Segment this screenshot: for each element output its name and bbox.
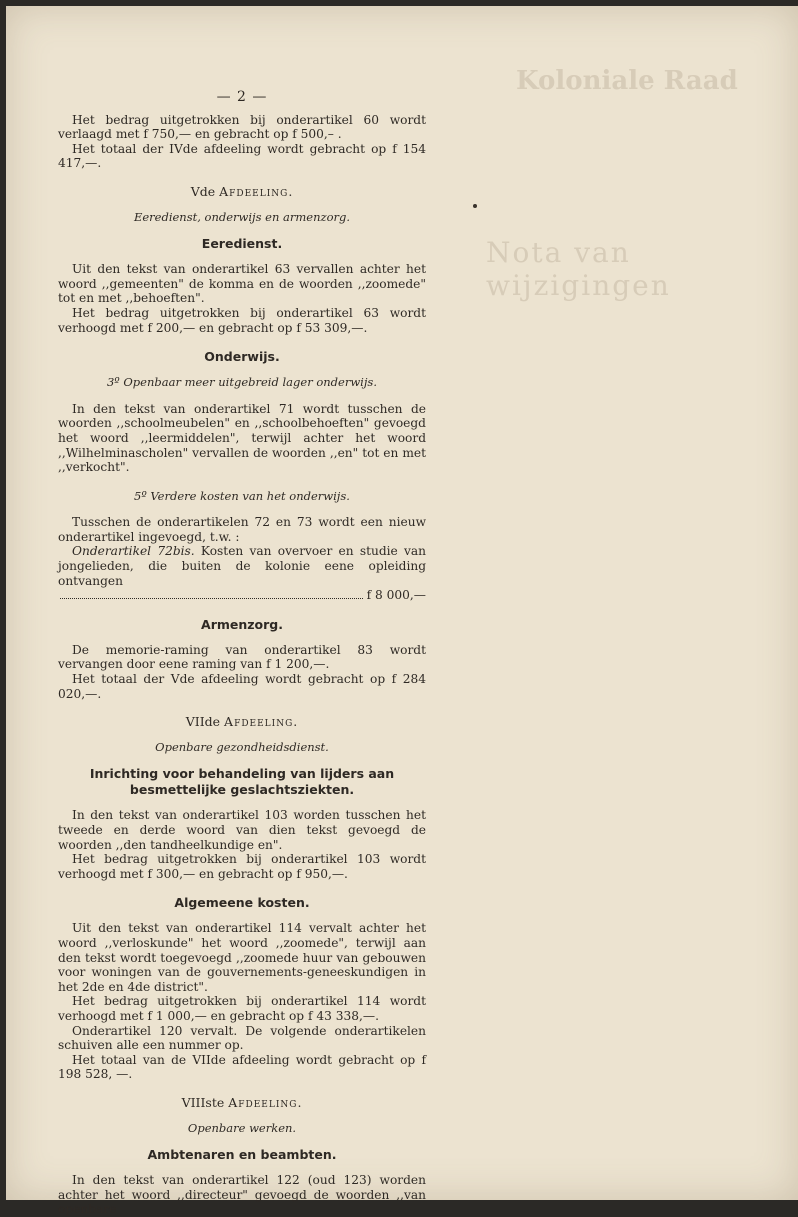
ghost-heading: Koloniale Raad bbox=[516, 66, 738, 96]
ink-speck bbox=[473, 204, 477, 208]
bleed-through-text bbox=[476, 66, 796, 302]
paragraph: Onderartikel 120 vervalt. De volgende onderartikelen schuiven alle een nummer op. bbox=[58, 1023, 426, 1053]
section-number: Vde bbox=[190, 183, 216, 199]
paragraph: In den tekst van onderartikel 122 (oud 123) worden achter het woord ,,directeur" gevoegd de woorden ,,van openbare bbox=[58, 1173, 426, 1217]
section-word: Afdeeling. bbox=[219, 183, 294, 199]
paragraph: In den tekst van onderartikel 103 worden tusschen het tweede en derde woord van dien tekst gevoegd de woorden ,,den tandheelkundige en". bbox=[58, 808, 426, 852]
section-number: VIIIste bbox=[181, 1094, 225, 1110]
section-heading-afdeeling-viii bbox=[58, 1096, 426, 1111]
section-heading-afdeeling-v bbox=[58, 185, 426, 200]
section-subtitle: Openbare werken. bbox=[187, 1120, 297, 1135]
paragraph: Uit den tekst van onderartikel 63 vervallen achter het woord ,,gemeenten" de komma en de woorden ,,zoomede" tot en met ,,behoeften". bbox=[58, 262, 426, 306]
subheading-5: 5º Verdere kosten van het onderwijs. bbox=[134, 488, 350, 503]
paragraph: Uit den tekst van onderartikel 114 vervalt achter het woord ,,verloskunde" het woord ,,zoomede", terwijl aan den tekst wordt toegevoegd ,,zoomede huur van gebouwen voor woningen van de gouvernements-geneeskundigen in het 2de en 4de district". bbox=[58, 921, 426, 994]
heading-eeredienst: Eeredienst. bbox=[201, 236, 283, 252]
article-text: Kosten van overvoer en studie van jongelieden, die buiten de kolonie eene opleiding ontvangen bbox=[58, 544, 427, 588]
document-page bbox=[6, 6, 798, 1217]
paragraph: In den tekst van onderartikel 71 wordt tusschen de woorden ,,schoolmeubelen" en ,,schoolbehoeften" gevoegd het woord ,,leermiddelen", terwijl achter het woord ,,Wilhelminascholen" vervallen de woorden ,,en" tot en met ,,verkocht". bbox=[58, 401, 426, 475]
section-number: VIIde bbox=[185, 714, 221, 730]
section-heading-afdeeling-vii bbox=[58, 715, 426, 730]
section-word: Afdeeling. bbox=[228, 1094, 303, 1110]
amount: f 8 000,— bbox=[366, 588, 426, 603]
paragraph: Het totaal der Vde afdeeling wordt gebracht op f 284 020,—. bbox=[58, 672, 426, 701]
page-number: — 2 — bbox=[216, 89, 268, 105]
paragraph: Tusschen de onderartikelen 72 en 73 wordt een nieuw onderartikel ingevoegd, t.w. : bbox=[58, 515, 426, 544]
article-ref: Onderartikel 72bis. bbox=[72, 544, 195, 559]
heading-armenzorg: Armenzorg. bbox=[201, 616, 283, 632]
paragraph: De memorie-raming van onderartikel 83 wordt vervangen door eene raming van f 1 200,—. bbox=[58, 642, 426, 672]
subheading-3: 3º Openbaar meer uitgebreid lager onderwijs. bbox=[106, 375, 377, 390]
heading-onderwijs: Onderwijs. bbox=[204, 349, 280, 365]
paragraph: Het bedrag uitgetrokken bij onderartikel 60 wordt verlaagd met f 750,— en gebracht op f 500,– . bbox=[58, 112, 426, 142]
section-subtitle: Openbare gezondheidsdienst. bbox=[155, 739, 329, 754]
paragraph: Het totaal der IVde afdeeling wordt gebracht op f 154 417,—. bbox=[58, 141, 426, 171]
heading-inrichting: Inrichting voor behandeling van lijders aan besmettelijke geslachtsziekten. bbox=[89, 766, 395, 798]
paragraph: Het bedrag uitgetrokken bij onderartikel 103 wordt verhoogd met f 300,— en gebracht op f 950,—. bbox=[58, 852, 426, 881]
ghost-title: Nota van wijzigingen bbox=[486, 236, 671, 302]
section-word: Afdeeling. bbox=[224, 714, 299, 730]
paragraph: Het totaal van de VIIde afdeeling wordt gebracht op f 198 528, —. bbox=[58, 1052, 426, 1082]
paragraph: Het bedrag uitgetrokken bij onderartikel 63 wordt verhoogd met f 200,— en gebracht op f 53 309,—. bbox=[58, 305, 426, 335]
amount-line bbox=[58, 588, 426, 603]
paragraph: Het bedrag uitgetrokken bij onderartikel 114 wordt verhoogd met f 1 000,— en gebracht op f 43 338,—. bbox=[58, 994, 426, 1023]
text-column bbox=[58, 90, 426, 1217]
dot-leader bbox=[60, 598, 363, 599]
heading-algemeene-kosten: Algemeene kosten. bbox=[174, 895, 310, 911]
section-subtitle: Eeredienst, onderwijs en armenzorg. bbox=[133, 209, 351, 224]
paragraph-72bis bbox=[58, 544, 426, 588]
heading-ambtenaren: Ambtenaren en beambten. bbox=[147, 1147, 337, 1163]
